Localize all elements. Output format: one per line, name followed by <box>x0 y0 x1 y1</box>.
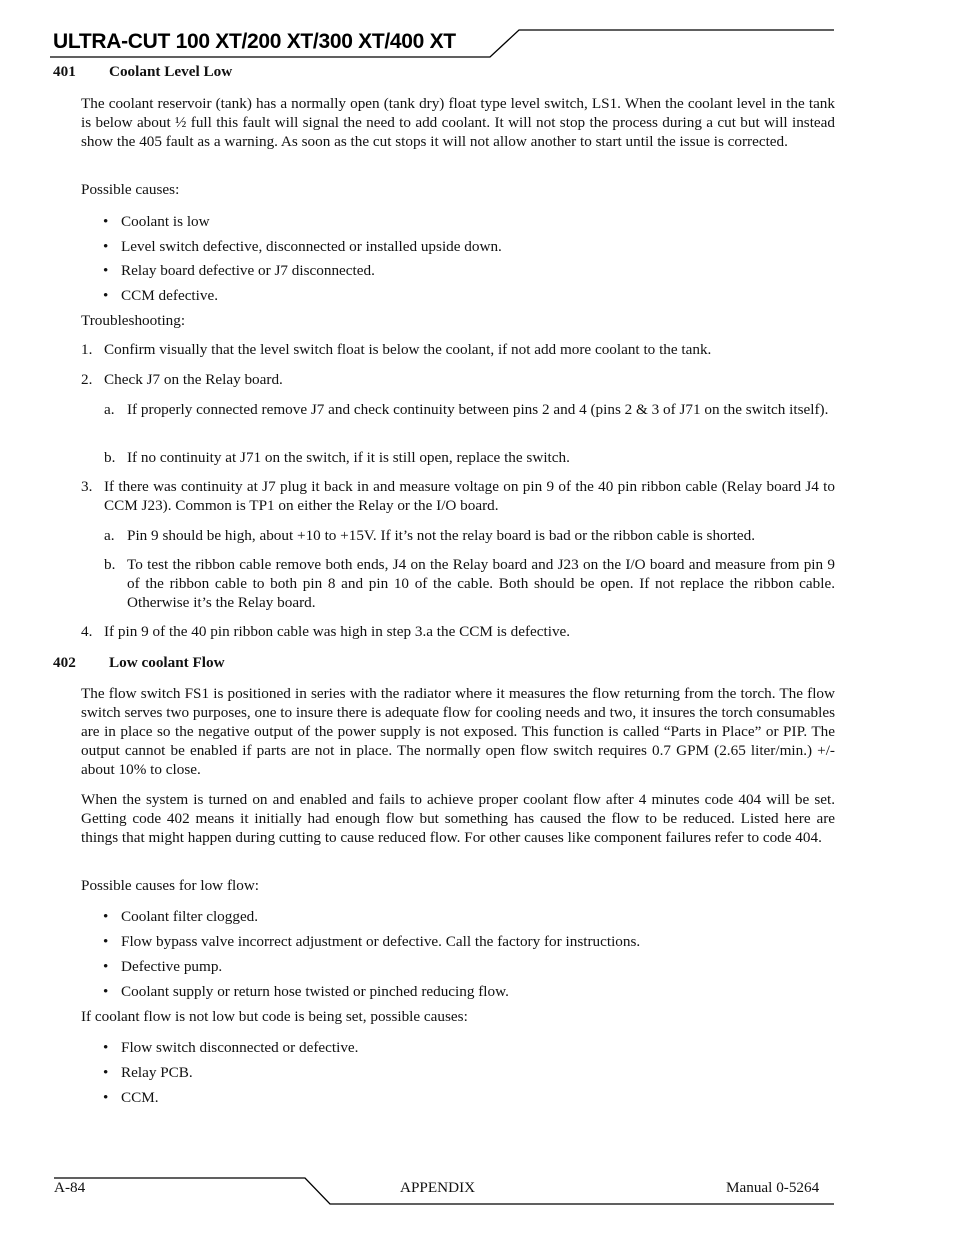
step-2a: a. If properly connected remove J7 and check continuity between pins 2 and 4 (pins 2 & 3 of J71 on the switch itself). <box>104 401 829 418</box>
step-1: 1. Confirm visually that the level switch float is below the coolant, if not add more coolant to the tank. <box>81 341 712 358</box>
list-item: • Defective pump. <box>103 958 223 975</box>
sec402-other-label: If coolant flow is not low but code is being set, possible causes: <box>81 1008 468 1025</box>
list-item: • Flow bypass valve incorrect adjustment or defective. Call the factory for instructions. <box>103 933 641 950</box>
sec402-causes-label: Possible causes for low flow: <box>81 877 260 894</box>
step-3: 3. If there was continuity at J7 plug it back in and measure voltage on pin 9 of the 40 pin ribbon cable (Relay board J4 to CCM J23). Common is TP1 on either the Relay or the I/O board. <box>81 478 835 514</box>
footer-page-number: A-84 <box>54 1179 86 1196</box>
step-2b: b. If no continuity at J71 on the switch, if it is still open, replace the switch. <box>104 449 570 466</box>
section-title: Low coolant Flow <box>109 654 225 671</box>
section-title: Coolant Level Low <box>109 63 233 80</box>
list-item: • Coolant filter clogged. <box>103 908 259 925</box>
sec402-paragraph-2: When the system is turned on and enabled and fails to achieve proper coolant flow after 4 minutes code 404 will be set. Getting code 402 means it initially had enough flow but something has caused the flow to be reduced. Listed here are things that might happen during cutting to cause reduced flow. For other causes like component failures refer to code 404. <box>81 791 835 846</box>
sec401-causes-label: Possible causes: <box>81 181 180 198</box>
header-title: ULTRA-CUT 100 XT/200 XT/300 XT/400 XT <box>53 30 456 53</box>
list-item: • Relay PCB. <box>103 1064 193 1081</box>
sec401-troubleshooting-label: Troubleshooting: <box>81 312 186 329</box>
sec402-paragraph-1: The flow switch FS1 is positioned in series with the radiator where it measures the flow returning from the torch. The flow switch serves two purposes, one to insure there is adequate flow for cooling needs and two, it insures the torch consumables are in place so the negative output of the power supply is not exposed. This function is called “Parts in Place” or PIP. The output cannot be enabled if parts are not in place. The normally open flow switch requires 0.7 GPM (2.65 liter/min.) +/- about 10% to close. <box>81 685 835 778</box>
sec401-intro: The coolant reservoir (tank) has a normally open (tank dry) float type level switch, LS1. When the coolant level in the tank is below about ½ full this fault will signal the need to add coolant. It will not stop the process during a cut but will instead show the 405 fault as a warning. As soon as the cut stops it will not allow another to start until the issue is corrected. <box>81 95 835 150</box>
step-3b: b. To test the ribbon cable remove both ends, J4 on the Relay board and J23 on the I/O board and measure from pin 9 of the ribbon cable to both pin 8 and pin 10 of the cable. Both should be open. If not replace the ribbon cable. Otherwise it’s the Relay board. <box>104 556 835 611</box>
list-item: • Flow switch disconnected or defective. <box>103 1039 359 1056</box>
step-3a: a. Pin 9 should be high, about +10 to +15V. If it’s not the relay board is bad or the ribbon cable is shorted. <box>104 527 756 544</box>
footer-section: APPENDIX <box>400 1179 476 1196</box>
list-item: • Level switch defective, disconnected or installed upside down. <box>103 238 502 255</box>
footer-manual-number: Manual 0-5264 <box>726 1179 820 1196</box>
section-402-heading <box>53 654 225 672</box>
list-item: • Coolant supply or return hose twisted or pinched reducing flow. <box>103 983 509 1000</box>
step-2: 2. Check J7 on the Relay board. <box>81 371 283 388</box>
section-number: 402 <box>53 654 76 671</box>
list-item: • CCM defective. <box>103 287 219 304</box>
list-item: • CCM. <box>103 1089 159 1106</box>
section-number: 401 <box>53 63 76 80</box>
list-item: • Coolant is low <box>103 213 210 230</box>
section-401-heading <box>53 63 232 81</box>
step-4: 4. If pin 9 of the 40 pin ribbon cable was high in step 3.a the CCM is defective. <box>81 623 571 640</box>
list-item: • Relay board defective or J7 disconnected. <box>103 262 375 279</box>
